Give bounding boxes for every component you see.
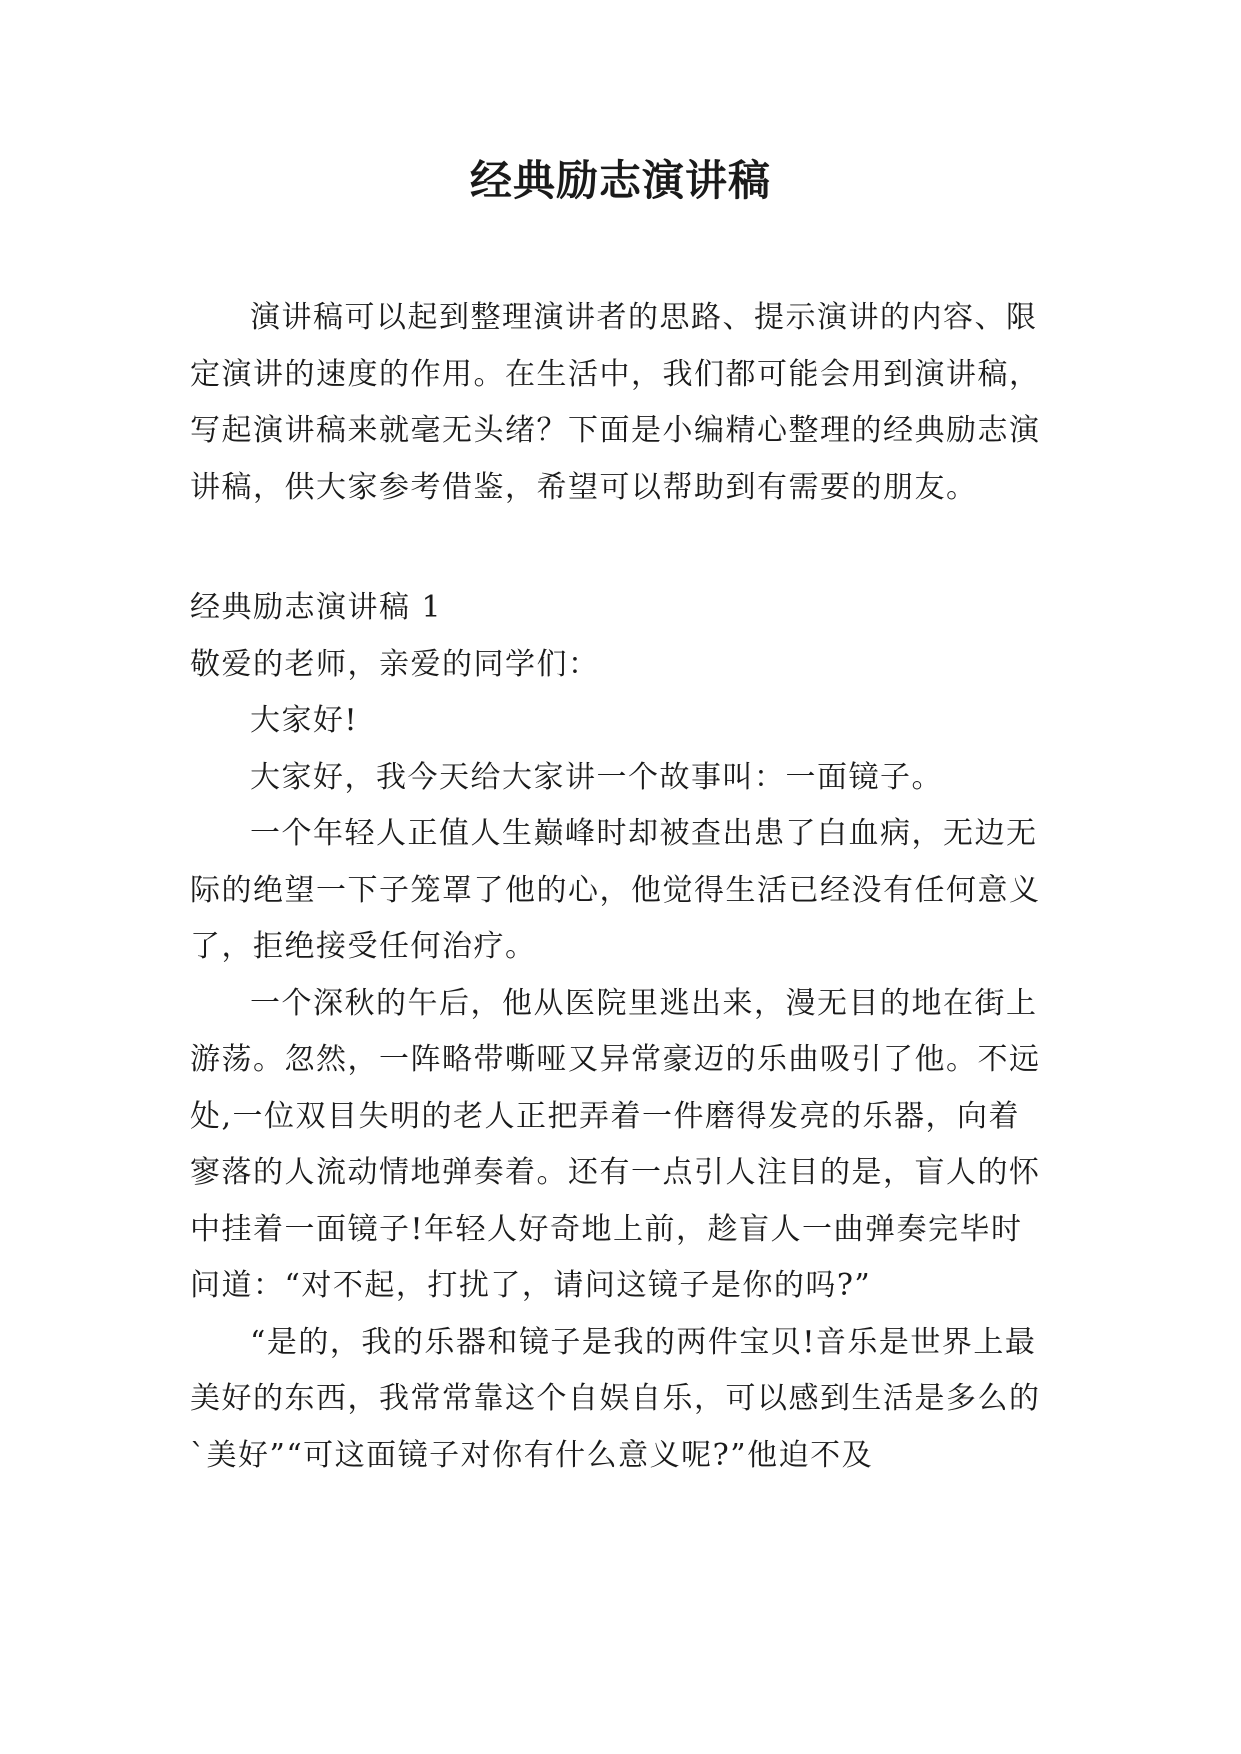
body-paragraph: 大家好!: [250, 703, 359, 738]
document-title: 经典励志演讲稿: [469, 156, 771, 205]
body-paragraph: 一个深秋的午后，他从医院里逃出来，漫无目的地在街上游荡。忽然，一阵略带嘶哑又异常豪迈的乐曲吸引了他。不远处,一位双目失明的老人正把弄着一件磨得发亮的乐器，向着寥落的人流动情地弹奏着。还有一点引人注目的是，盲人的怀中挂着一面镜子!年轻人好奇地上前，趁盲人一曲弹奏完毕时问道：“对不起，打扰了，请问这镜子是你的吗?”: [190, 985, 1041, 1303]
body-paragraph: “是的，我的乐器和镜子是我的两件宝贝!音乐是世界上最美好的东西，我常常靠这个自娱自乐，可以感到生活是多么的`美好”“可这面镜子对你有什么意义呢?”他迫不及: [190, 1324, 1041, 1473]
intro-paragraph: 演讲稿可以起到整理演讲者的思路、提示演讲的内容、限定演讲的速度的作用。在生活中，我们都可能会用到演讲稿，写起演讲稿来就毫无头绪？下面是小编精心整理的经典励志演讲稿，供大家参考借鉴，希望可以帮助到有需要的朋友。: [190, 300, 1041, 505]
body-paragraph: 大家好，我今天给大家讲一个故事叫：一面镜子。: [250, 759, 943, 795]
section-gap: [190, 516, 1050, 580]
section-heading: 经典励志演讲稿 1: [190, 590, 443, 625]
salutation: 敬爱的老师，亲爱的同学们：: [190, 646, 600, 682]
document-body: [190, 290, 1050, 1484]
body-paragraph: 一个年轻人正值人生巅峰时却被查出患了白血病，无边无际的绝望一下子笼罩了他的心，他觉得生活已经没有任何意义了，拒绝接受任何治疗。: [190, 816, 1041, 964]
